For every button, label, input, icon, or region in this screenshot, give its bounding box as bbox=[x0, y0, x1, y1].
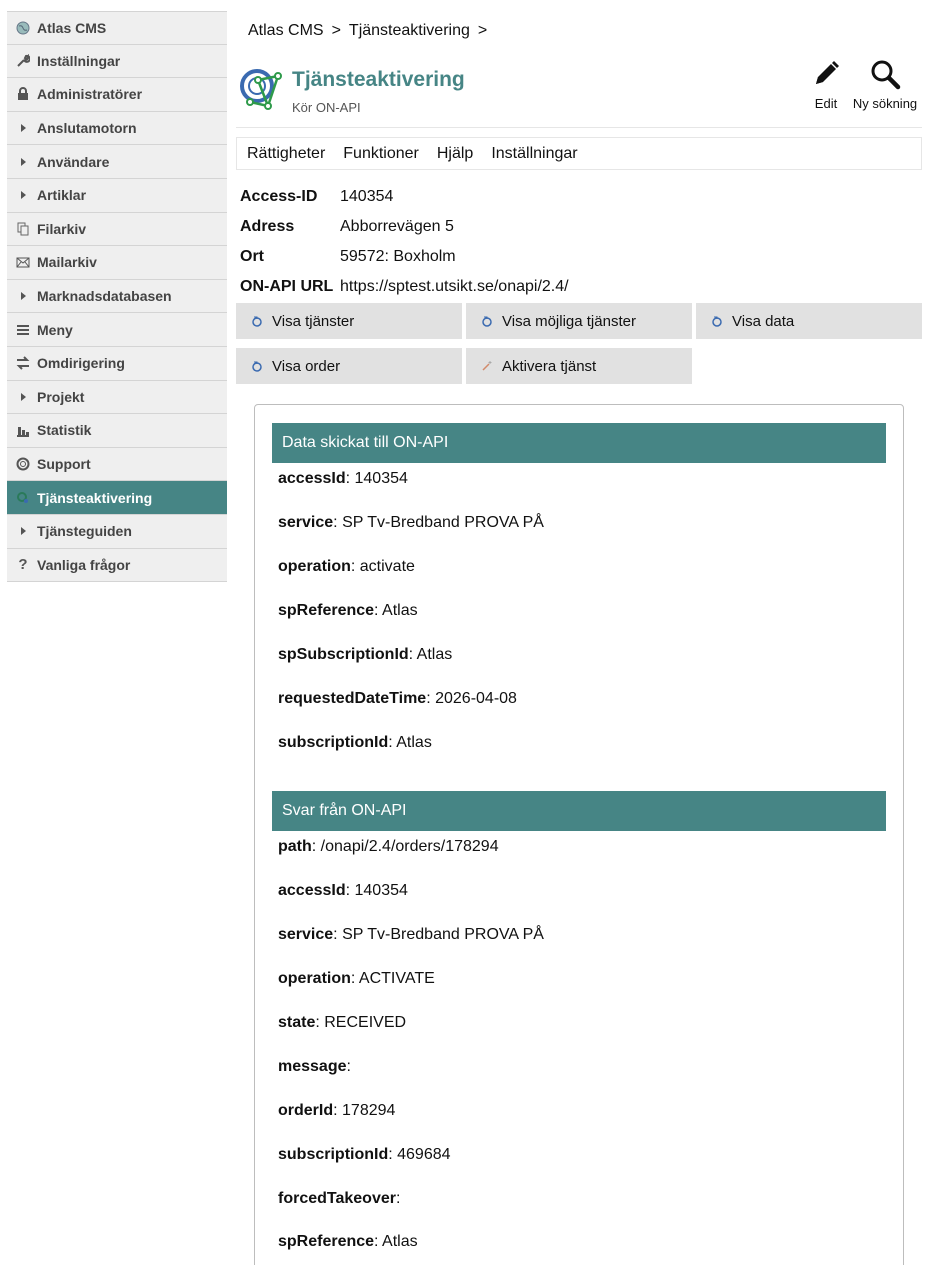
sidebar-item-label: Tjänsteguiden bbox=[37, 523, 132, 540]
refresh-icon bbox=[250, 359, 264, 373]
wrench-icon bbox=[15, 53, 31, 69]
button-label: Visa möjliga tjänster bbox=[502, 312, 636, 330]
response-field-orderid: orderId: 178294 bbox=[278, 1102, 396, 1119]
files-icon bbox=[15, 221, 31, 237]
sidebar-item-label: Omdirigering bbox=[37, 355, 125, 372]
sidebar-item-anslutamotorn[interactable] bbox=[7, 112, 227, 146]
triangle-right-icon bbox=[15, 154, 31, 170]
sidebar-item-label: Anslutamotorn bbox=[37, 120, 137, 137]
sidebar-item-installningar[interactable] bbox=[7, 45, 227, 79]
triangle-right-icon bbox=[15, 120, 31, 136]
breadcrumb-separator: > bbox=[331, 22, 341, 39]
button-label: Aktivera tjänst bbox=[502, 357, 597, 375]
visa-tjanster-button[interactable] bbox=[236, 303, 462, 339]
lock-icon bbox=[15, 86, 31, 102]
info-row-access-id bbox=[240, 182, 569, 212]
sent-field-subscriptionid: subscriptionId: Atlas bbox=[278, 734, 432, 751]
page-subtitle: Kör ON-API bbox=[292, 100, 361, 115]
sidebar-item-label: Inställningar bbox=[37, 52, 121, 69]
sidebar-item-projekt[interactable] bbox=[7, 381, 227, 415]
visa-order-button[interactable] bbox=[236, 348, 462, 384]
new-search-button[interactable] bbox=[852, 58, 918, 111]
new-search-label: Ny sökning bbox=[852, 96, 918, 111]
lifebuoy-icon bbox=[15, 456, 31, 472]
info-value: https://sptest.utsikt.se/onapi/2.4/ bbox=[340, 278, 569, 295]
sidebar-item-anvandare[interactable] bbox=[7, 145, 227, 179]
sidebar-item-label: Statistik bbox=[37, 422, 92, 439]
wand-icon bbox=[480, 359, 494, 373]
sidebar-item-atlas-cms[interactable] bbox=[7, 11, 227, 45]
info-value: Abborrevägen 5 bbox=[340, 218, 454, 235]
sent-field-accessid: accessId: 140354 bbox=[278, 470, 408, 487]
sidebar-item-label: Användare bbox=[37, 153, 110, 170]
sidebar-item-support[interactable] bbox=[7, 448, 227, 482]
response-field-state: state: RECEIVED bbox=[278, 1014, 407, 1031]
response-field-path: path: /onapi/2.4/orders/178294 bbox=[278, 838, 499, 855]
response-header: Svar från ON-API bbox=[272, 791, 886, 831]
response-field-accessid: accessId: 140354 bbox=[278, 882, 408, 899]
edit-label: Edit bbox=[814, 96, 838, 111]
question-icon: ? bbox=[18, 556, 28, 574]
info-row-address bbox=[240, 212, 569, 242]
sent-field-requesteddatetime: requestedDateTime: 2026-04-08 bbox=[278, 690, 517, 707]
info-label: Access-ID bbox=[240, 188, 318, 205]
menu-funktioner[interactable]: Funktioner bbox=[343, 144, 419, 162]
sidebar-item-vanliga-fragor[interactable] bbox=[7, 549, 227, 583]
refresh-icon bbox=[480, 314, 494, 328]
sidebar-item-label: Atlas CMS bbox=[37, 19, 107, 36]
bar-chart-icon bbox=[15, 422, 31, 438]
access-info bbox=[240, 182, 569, 302]
globe-icon bbox=[15, 20, 31, 36]
triangle-right-icon bbox=[15, 523, 31, 539]
edit-button[interactable] bbox=[810, 58, 842, 111]
sidebar-item-mailarkiv[interactable] bbox=[7, 246, 227, 280]
aktivera-tjanst-button[interactable] bbox=[466, 348, 692, 384]
sidebar-item-label: Tjänsteaktivering bbox=[37, 489, 153, 506]
triangle-right-icon bbox=[15, 288, 31, 304]
response-field-message: message: bbox=[278, 1058, 351, 1075]
refresh-icon bbox=[710, 314, 724, 328]
service-icon bbox=[15, 490, 31, 506]
sidebar-item-marknadsdatabasen[interactable] bbox=[7, 280, 227, 314]
sidebar-item-omdirigering[interactable] bbox=[7, 347, 227, 381]
sidebar-item-filarkiv[interactable] bbox=[7, 213, 227, 247]
triangle-right-icon bbox=[15, 187, 31, 203]
sidebar-item-tjansteguiden[interactable] bbox=[7, 515, 227, 549]
info-label: Ort bbox=[240, 248, 264, 265]
sidebar-item-label: Meny bbox=[37, 321, 73, 338]
info-label: Adress bbox=[240, 218, 295, 235]
breadcrumb-root[interactable]: Atlas CMS bbox=[248, 22, 324, 39]
sidebar-item-label: Administratörer bbox=[37, 86, 143, 103]
response-field-service: service: SP Tv-Bredband PROVA PÅ bbox=[278, 926, 544, 943]
visa-data-button[interactable] bbox=[696, 303, 922, 339]
sidebar-item-tjansteaktivering[interactable] bbox=[7, 481, 227, 515]
response-field-operation: operation: ACTIVATE bbox=[278, 970, 435, 987]
response-field-subscriptionid: subscriptionId: 469684 bbox=[278, 1146, 451, 1163]
response-field-spreference: spReference: Atlas bbox=[278, 1233, 418, 1250]
refresh-icon bbox=[250, 314, 264, 328]
breadcrumb-current[interactable]: Tjänsteaktivering bbox=[348, 22, 470, 39]
page-title: Tjänsteaktivering bbox=[292, 68, 465, 91]
sidebar-item-label: Mailarkiv bbox=[37, 254, 97, 271]
envelope-icon bbox=[15, 254, 31, 270]
info-row-onapi-url bbox=[240, 272, 569, 302]
info-value: 59572: Boxholm bbox=[340, 248, 456, 265]
button-label: Visa order bbox=[272, 357, 341, 375]
sidebar-item-statistik[interactable] bbox=[7, 414, 227, 448]
button-label: Visa data bbox=[732, 312, 795, 330]
visa-mojliga-tjanster-button[interactable] bbox=[466, 303, 692, 339]
pencil-icon bbox=[810, 58, 842, 90]
sidebar-item-label: Projekt bbox=[37, 388, 85, 405]
search-icon bbox=[869, 58, 901, 90]
sent-field-spreference: spReference: Atlas bbox=[278, 602, 418, 619]
response-field-forcedtakeover: forcedTakeover: bbox=[278, 1190, 401, 1207]
info-value: 140354 bbox=[340, 188, 394, 205]
sidebar-item-label: Support bbox=[37, 456, 91, 473]
sent-field-operation: operation: activate bbox=[278, 558, 415, 575]
sidebar-item-administratorer[interactable] bbox=[7, 78, 227, 112]
menu-installningar[interactable]: Inställningar bbox=[491, 144, 578, 162]
result-panel bbox=[254, 404, 904, 1265]
info-row-ort bbox=[240, 242, 569, 272]
menu-rattigheter[interactable]: Rättigheter bbox=[247, 144, 326, 162]
arrows-icon bbox=[15, 355, 31, 371]
sidebar-item-label: Artiklar bbox=[37, 187, 87, 204]
sent-field-service: service: SP Tv-Bredband PROVA PÅ bbox=[278, 514, 544, 531]
sent-data-header: Data skickat till ON-API bbox=[272, 423, 886, 463]
sidebar-item-label: Filarkiv bbox=[37, 220, 87, 237]
page-header bbox=[236, 58, 922, 128]
sidebar-item-artiklar[interactable] bbox=[7, 179, 227, 213]
menubar bbox=[236, 137, 922, 170]
stack-icon bbox=[15, 322, 31, 338]
info-label: ON-API URL bbox=[240, 278, 334, 295]
breadcrumb bbox=[248, 22, 487, 40]
sidebar-item-label: Marknadsdatabasen bbox=[37, 288, 172, 305]
sidebar bbox=[7, 11, 227, 582]
sidebar-item-meny[interactable] bbox=[7, 313, 227, 347]
triangle-right-icon bbox=[15, 389, 31, 405]
menu-hjalp[interactable]: Hjälp bbox=[436, 144, 474, 162]
sidebar-item-label: Vanliga frågor bbox=[37, 556, 131, 573]
sent-field-spsubscriptionid: spSubscriptionId: Atlas bbox=[278, 646, 453, 663]
button-label: Visa tjänster bbox=[272, 312, 355, 330]
service-logo-icon bbox=[238, 66, 284, 112]
breadcrumb-separator: > bbox=[477, 22, 488, 39]
